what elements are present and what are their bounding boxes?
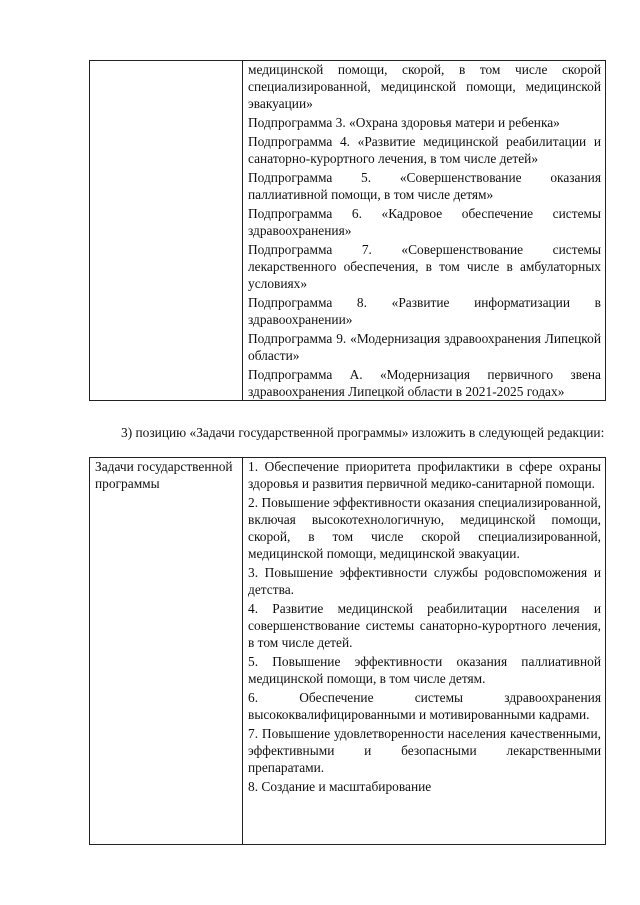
- tasks-cell: [243, 458, 606, 845]
- subprogram-paragraph: Подпрограмма 7. «Совершенствование системы лекарственного обеспечения, в том числе в амбулаторных условиях»: [248, 242, 601, 291]
- continuation-table: [89, 60, 606, 401]
- task-paragraph: 6. Обеспечение системы здравоохранения высококвалифицированными и мотивированными кадрами.: [248, 690, 601, 722]
- subprogram-paragraph: Подпрограмма 8. «Развитие информатизации в здравоохранении»: [248, 295, 601, 327]
- subprograms-cell: [243, 61, 606, 401]
- subprogram-paragraph: Подпрограмма 3. «Охрана здоровья матери и ребенка»: [248, 115, 560, 130]
- task-paragraph: 1. Обеспечение приоритета профилактики в сфере охраны здоровья и развития первичной медико-санитарной помощи.: [248, 459, 601, 491]
- program-tasks-table: [89, 457, 606, 845]
- task-paragraph: 3. Повышение эффективности службы родовспоможения и детства.: [248, 565, 601, 597]
- subprogram-paragraph: Подпрограмма А. «Модернизация первичного звена здравоохранения Липецкой области в 2021-2025 годах»: [248, 367, 601, 399]
- left-cell-empty: [90, 61, 243, 401]
- subprogram-paragraph: медицинской помощи, скорой, в том числе скорой специализированной, медицинской помощи, медицинской эвакуации»: [248, 62, 601, 111]
- table-row: [90, 61, 606, 401]
- subprogram-paragraph: Подпрограмма 9. «Модернизация здравоохранения Липецкой области»: [248, 331, 601, 363]
- task-paragraph: 8. Создание и масштабирование: [248, 779, 432, 794]
- tasks-label-cell: Задачи государственной программы: [90, 458, 243, 845]
- subprogram-paragraph: Подпрограмма 5. «Совершенствование оказания паллиативной помощи, в том числе детям»: [248, 170, 601, 202]
- task-paragraph: 7. Повышение удовлетворенности населения качественными, эффективными и безопасными лекарственными препаратами.: [248, 726, 601, 775]
- amendment-intro-text: 3) позицию «Задачи государственной программы» изложить в следующей редакции:: [121, 425, 605, 440]
- task-paragraph: 2. Повышение эффективности оказания специализированной, включая высокотехнологичную, медицинской помощи, скорой, в том числе скорой специализированной, медицинской помощи, медицинской эвакуации.: [248, 495, 601, 561]
- subprogram-paragraph: Подпрограмма 4. «Развитие медицинской реабилитации и санаторно-курортного лечения, в том числе детей»: [248, 134, 601, 166]
- task-paragraph: 5. Повышение эффективности оказания паллиативной медицинской помощи, в том числе детям.: [248, 654, 601, 686]
- subprogram-paragraph: Подпрограмма 6. «Кадровое обеспечение системы здравоохранения»: [248, 206, 601, 238]
- table-row: [90, 458, 606, 845]
- task-paragraph: 4. Развитие медицинской реабилитации населения и совершенствование системы санаторно-курортного лечения, в том числе детей.: [248, 601, 601, 650]
